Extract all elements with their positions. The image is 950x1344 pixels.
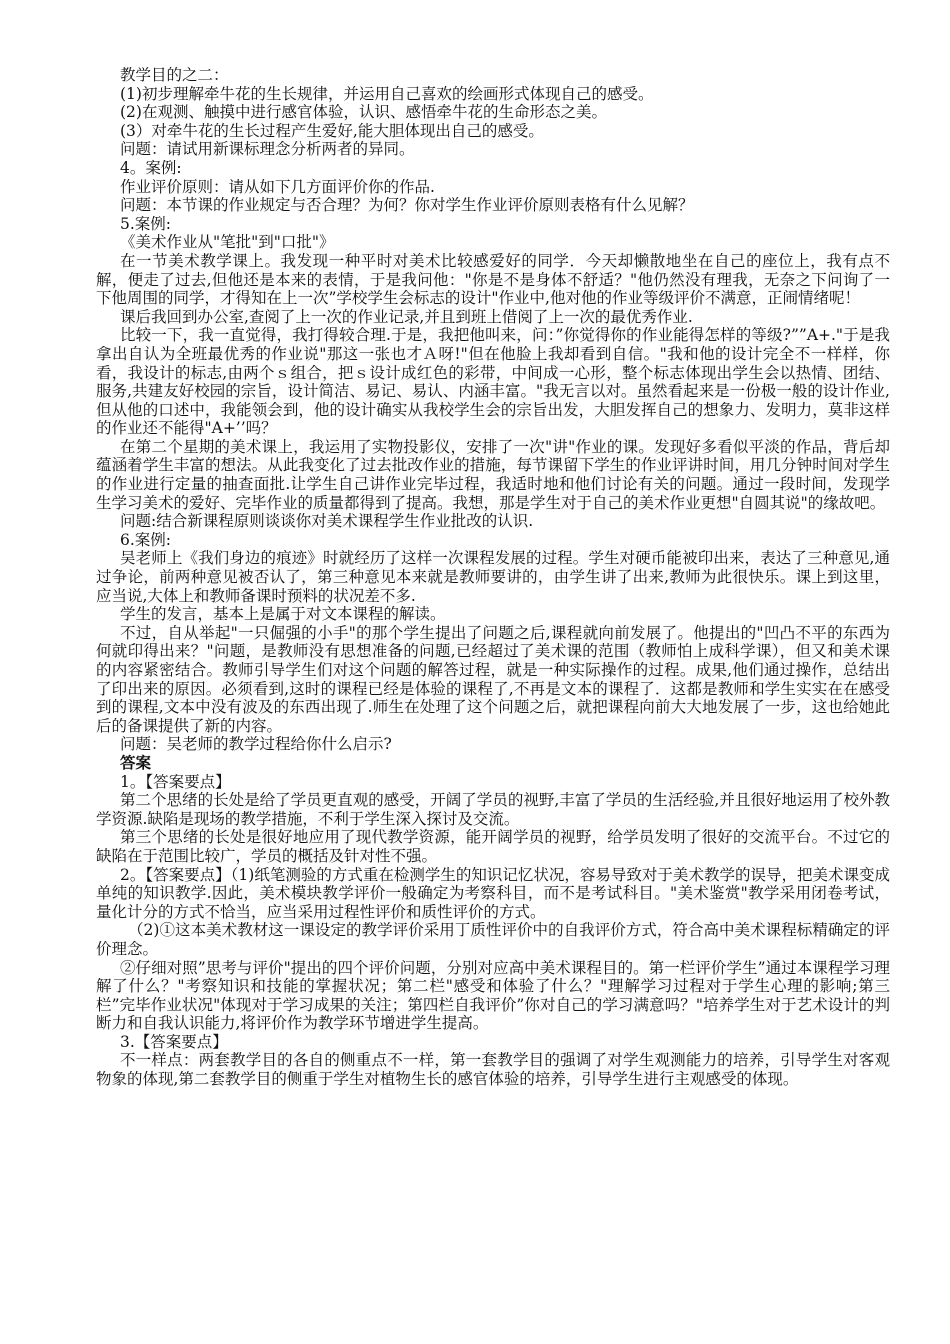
- question-text: 问题:结合新课程原则谈谈你对美术课程学生作业批改的认识.: [120, 512, 534, 531]
- answer-point-heading: 1。【答案要点】: [120, 772, 231, 791]
- question-text: 问题：本节课的作业规定与否合理？为何？你对学生作业评价原则表格有什么见解？: [120, 196, 694, 215]
- question-text: 问题：吴老师的教学过程给你什么启示?: [120, 735, 392, 754]
- paragraph: 作业评价原则：请从如下几方面评价你的作品.: [120, 177, 435, 196]
- answer-heading: 答案: [120, 752, 152, 772]
- paragraph: 不一样点：两套教学目的各自的侧重点不一样，第一套教学目的强调了对学生观测能力的培养，引导学生对客观物象的体现,第二套教学目的侧重于学生对植物生长的感官体验的培养，引导学生进行主观感受的体现。: [96, 1051, 890, 1089]
- paragraph: 比较一下，我一直觉得，我打得较合理.于是，我把他叫来，问：”你觉得你的作业能得怎样的等级?””A+."于是我拿出自认为全班最优秀的作业说"那这一张也才Ａ呀!"但在他脸上我却看到自信。"我和他的设计完全不一样样，你看，我设计的标志,由两个ｓ组合，把ｓ设计成红色的彩带，中间成一心形，整个标志体现出学生会以热情、团结、服务,共建友好校园的宗旨，设计简洁、易记、易认、内涵丰富。"我无言以对。虽然看起来是一份极一般的设计作业,但从他的口述中，我能领会到，他的设计确实从我校学生会的宗旨出发，大胆发挥自己的想象力、发明力，莫非这样的作业还不能得"A+’’吗？: [96, 326, 890, 438]
- paragraph: （2)①这本美术教材这一课设定的教学评价采用丁质性评价中的自我评价方式，符合高中美术课程标精确定的评价理念。: [96, 921, 890, 958]
- paragraph: 吴老师上《我们身边的痕迹》时就经历了这样一次课程发展的过程。学生对硬币能被印出来，表达了三种意见,通过争论，前两种意见被否认了，第三种意见本来就是教师要讲的，由学生讲了出来,教师为此很快乐。课上到这里，应当说,大体上和教师备课时预料的状况差不多.: [96, 549, 890, 605]
- paragraph: ②仔细对照”思考与评价"提出的四个评价问题，分别对应高中美术课程目的。第一栏评价学生”通过本课程学习理解了什么？"考察知识和技能的掌握状况；第二栏"感受和体验了什么？"理解学习过程对于学生心理的影响;第三栏”完毕作业状况"体现对于学习成果的关注；第四栏自我评价”你对自己的学习满意吗？"培养学生对于艺术设计的判断力和自我认识能力,将评价作为教学环节增进学生提高。: [96, 958, 890, 1033]
- case-title: 《美术作业从"笔批"到"口批"》: [120, 233, 335, 252]
- paragraph: 第三个思绪的长处是很好地应用了现代教学资源，能开阔学员的视野，给学员发明了很好的交流平台。不过它的缺陷在于范围比较广，学员的概括及针对性不强。: [96, 828, 890, 865]
- paragraph: 在第二个星期的美术课上，我运用了实物投影仪，安排了一次"讲"作业的课。发现好多看似平淡的作品，背后却蕴涵着学生丰富的想法。从此我变化了过去批改作业的措施，每节课留下学生的作业评讲时间，用几分钟时间对学生的作业进行定量的抽查面批.让学生自己讲作业完毕过程，我适时地和他们讨论有关的问题。通过一段时间，发现学生学习美术的爱好、完毕作业的质量都得到了提高。我想，那是学生对于自己的美术作业更想"自圆其说"的缘故吧。: [96, 437, 890, 512]
- list-item: (2)在观测、触摸中进行感官体验，认识、感悟牵牛花的生命形态之美。: [120, 103, 607, 122]
- case-heading: 4。案例:: [120, 158, 182, 177]
- paragraph: 课后我回到办公室,查阅了上一次的作业记录,并且到班上借阅了上一次的最优秀作业.: [120, 307, 693, 326]
- paragraph: 学生的发言，基本上是属于对文本课程的解读。: [120, 605, 446, 624]
- paragraph: 在一节美术教学课上。我发现一种平时对美术比较感爱好的同学．今天却懒散地坐在自己的座位上，我有点不解，便走了过去,但他还是本来的表情，于是我问他："你是不是身体不舒适？"他仍然没有理我，无奈之下问询了一下他周围的同学，才得知在上一次”学校学生会标志的设计"作业中,他对他的作业等级评价不满意，正闹情绪呢！: [96, 251, 890, 308]
- question-text: 问题：请试用新课标理念分析两者的异同。: [120, 140, 415, 159]
- case-heading: 6.案例:: [120, 530, 172, 549]
- list-item: (1)初步理解牵牛花的生长规律，并运用自己喜欢的绘画形式体现自己的感受。: [120, 84, 654, 103]
- paragraph: 第二个思绪的长处是给了学员更直观的感受，开阔了学员的视野,丰富了学员的生活经验,并且很好地运用了校外教学资源.缺陷是现场的教学措施，不利于学生深入探讨及交流。: [96, 791, 890, 828]
- paragraph: 不过，自从举起"一只倔强的小手"的那个学生提出了问题之后,课程就向前发展了。他提出的"凹凸不平的东西为何就印得出来？"问题，是教师没有思想准备的问题,已经超过了美术课的范围（教师怕上成科学课），但又和美术课的内容紧密结合。教师引导学生们对这个问题的解答过程，就是一种实际操作的过程。成果,他们通过操作，总结出了印出来的原因。必须看到,这时的课程已经是体验的课程了,不再是文本的课程了．这都是教师和学生实实在在感受到的课程,文本中没有波及的东西出现了.师生在处理了这个问题之后，就把课程向前大大地发展了一步，这也给她此后的备课提供了新的内容。: [96, 623, 890, 735]
- document-page: [96, 66, 890, 1089]
- case-heading: 5.案例:: [120, 214, 172, 233]
- answer-point-heading: 3.【答案要点】: [120, 1032, 228, 1051]
- section-heading: 教学目的之二：: [120, 66, 229, 84]
- paragraph: 2。【答案要点】（1)纸笔测验的方式重在检测学生的知识记忆状况，容易导致对于美术教学的误导，把美术课变成单纯的知识教学.因此，美术模块教学评价一般确定为考察科目，而不是考试科目。"美术鉴赏"教学采用闭卷考试，量化计分的方式不恰当，应当采用过程性评价和质性评价的方式。: [96, 865, 890, 921]
- list-item: (3）对牵牛花的生长过程产生爱好,能大胆体现出自己的感受。: [120, 121, 544, 140]
